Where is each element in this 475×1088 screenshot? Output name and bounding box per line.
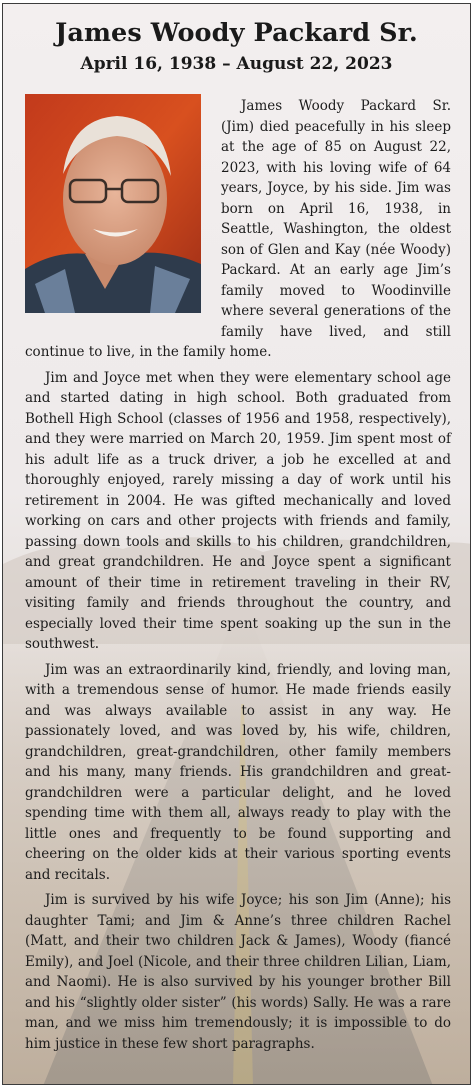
obituary-paragraph-3: Jim was an extraordinarily kind, friendly, and loving man, with a tremendous sense of humor. He made friends easily and was always available to assist in any way. He passionately loved, and was loved by, his wife, children, grandchildren, great-grandchildren, other family members and his many, many friends. His grandchildren and great-grandchildren were a particular delight, and he loved spending time with them all, always ready to play with the little ones and frequently to be found supporting and cheering on the older kids at their various sporting events and recitals. <box>25 661 451 883</box>
obituary-paragraph-1: James Woody Packard Sr. (Jim) died peacefully in his sleep at the age of 85 on August 22, 2023, with his loving wife of 64 years, Joyce, by his side. Jim was born on April 16, 1938, in Seattle, Washington, the oldest son of Glen and Kay (née Woody) Packard. At an early age Jim’s family moved to Woodinville where several generations of the family have lived, and still continue to live, in the family home. <box>25 98 451 360</box>
obituary-paragraph-4: Jim is survived by his wife Joyce; his son Jim (Anne); his daughter Tami; and Jim & Anne’s three children Rachel (Matt, and their two children Jack & James), Woody (fiancé Emily), and Joel (Nicole, and their three children Lilian, Liam, and Naomi). He is also survived by his younger brother Bill and his “slightly older sister” (his words) Sally. He was a rare man, and we miss him tremendously; it is impossible to do him justice in these few short paragraphs. <box>25 892 451 1052</box>
obituary-paragraph-2: Jim and Joyce met when they were elementary school age and started dating in high school. Both graduated from Bothell High School (classes of 1956 and 1958, respectively), and they were married on March 20, 1959. Jim spent most of his adult life as a truck driver, a job he excelled at and thoroughly enjoyed, rarely missing a day of work until his retirement in 2004. He was gifted mechanically and loved working on cars and other projects with friends and family, passing down tools and skills to his children, grandchildren, and great grandchildren. He and Joyce spent a significant amount of their time in retirement traveling in their RV, visiting family and friends throughout the country, and especially loved their time spent soaking up the sun in the southwest. <box>25 369 451 652</box>
life-dates: April 16, 1938 – August 22, 2023 <box>80 54 393 74</box>
obituary-card <box>2 3 471 1085</box>
obituary-body <box>25 96 451 1059</box>
deceased-name-heading: James Woody Packard Sr. <box>55 18 418 48</box>
